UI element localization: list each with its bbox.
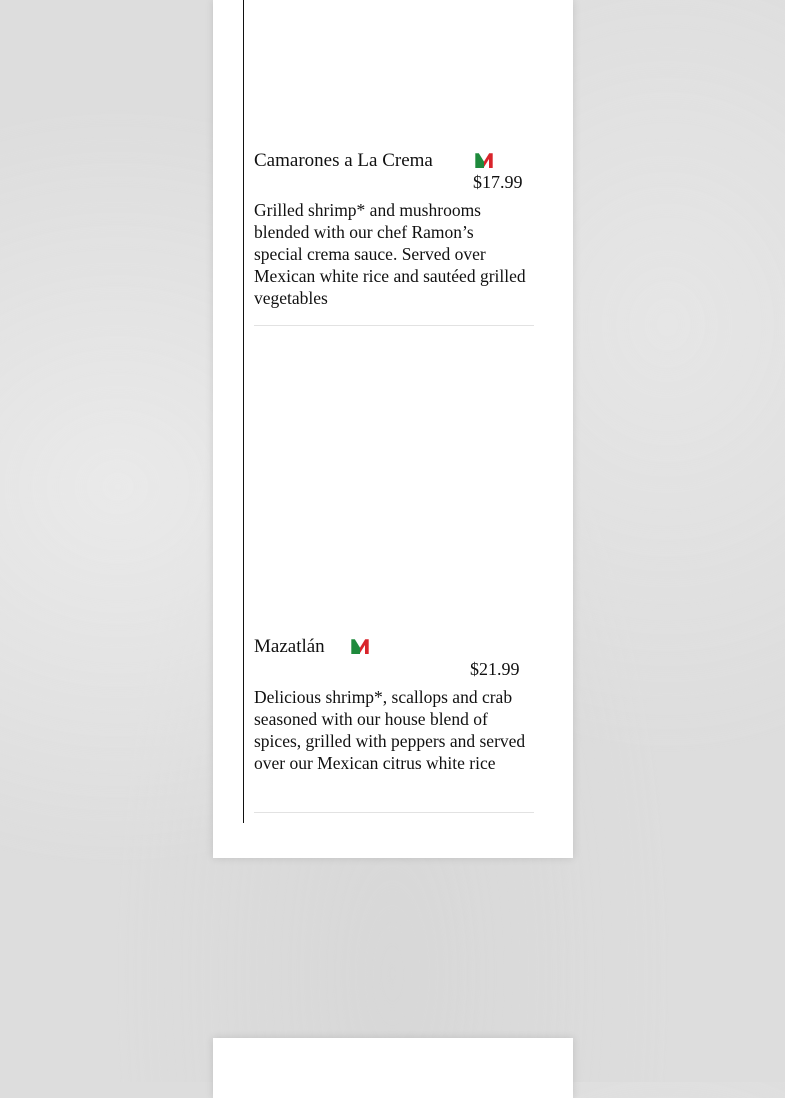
menu-item-price: $21.99 bbox=[470, 659, 520, 679]
m-logo-icon bbox=[350, 637, 370, 655]
menu-item-title: Mazatlán bbox=[254, 636, 325, 657]
menu-item-description: Grilled shrimp* and mushrooms blended with our chef Ramon’s special crema sauce. Served over Mexican white rice and sautéed grilled vegetables bbox=[254, 200, 526, 308]
menu-item-camarones-a-la-crema[interactable] bbox=[254, 0, 534, 326]
menu-item-title: Camarones a La Crema bbox=[254, 150, 433, 171]
menu-panel bbox=[213, 0, 573, 858]
menu-item-photo bbox=[254, 0, 534, 140]
menu-item-price: $17.99 bbox=[473, 172, 523, 192]
m-logo-icon bbox=[474, 151, 494, 169]
left-divider bbox=[243, 0, 244, 823]
menu-item-mazatlan[interactable] bbox=[254, 326, 534, 813]
next-menu-panel bbox=[213, 1038, 573, 1098]
menu-item-photo bbox=[254, 326, 534, 626]
menu-item-description: Delicious shrimp*, scallops and crab seasoned with our house blend of spices, grilled with peppers and served over our Mexican citrus white rice bbox=[254, 687, 526, 773]
